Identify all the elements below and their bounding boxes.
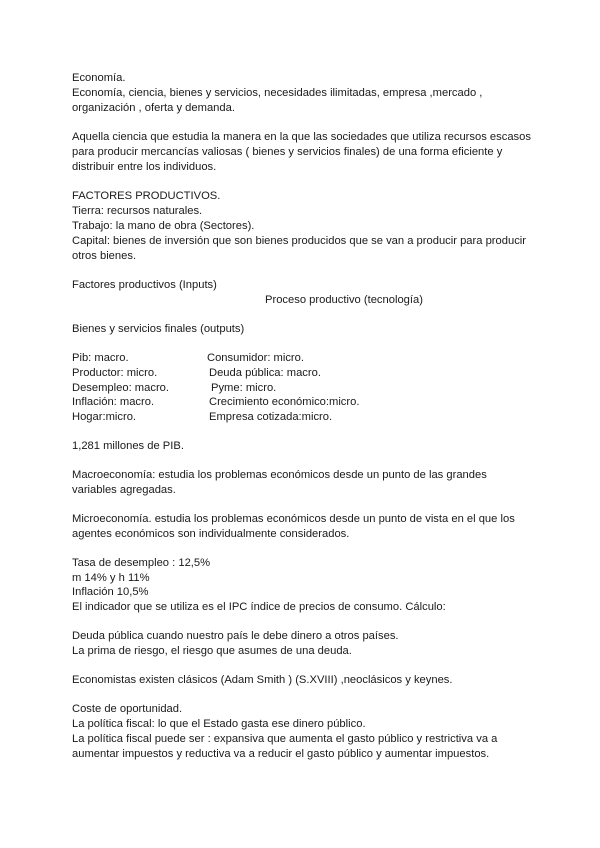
factor-capital: otros bienes.: [72, 250, 137, 262]
pair-right: Deuda pública: macro.: [209, 367, 321, 379]
deuda-line: Deuda pública cuando nuestro país le debe dinero a otros países.: [72, 630, 399, 642]
factores-heading: FACTORES PRODUCTIVOS.: [72, 190, 221, 202]
flow-outputs: Bienes y servicios finales (outputs): [72, 323, 245, 335]
pair-left: Productor: micro.: [72, 367, 158, 379]
fiscal-line: La política fiscal: lo que el Estado gasta ese dinero público.: [72, 718, 366, 730]
keywords-line: organización , oferta y demanda.: [72, 102, 235, 114]
stats-line: Tasa de desempleo : 12,5%: [72, 557, 211, 569]
stats-line: Inflación 10,5%: [72, 586, 149, 598]
pair-right: Crecimiento económico:micro.: [209, 396, 360, 408]
factor-tierra: Tierra: recursos naturales.: [72, 205, 203, 217]
deuda-line: La prima de riesgo, el riesgo que asumes de una deuda.: [72, 645, 352, 657]
pair-left: Inflación: macro.: [72, 396, 155, 408]
micro-line: agentes económicos son individualmente considerados.: [72, 528, 350, 540]
pair-left: Desempleo: macro.: [72, 382, 169, 394]
pib-line: 1,281 millones de PIB.: [72, 440, 184, 452]
macro-line: variables agregadas.: [72, 484, 176, 496]
flow-process: Proceso productivo (tecnología): [265, 294, 423, 306]
keywords-line: Economía, ciencia, bienes y servicios, necesidades ilimitadas, empresa ,mercado ,: [72, 87, 483, 99]
factor-capital: Capital: bienes de inversión que son bienes producidos que se van a producir para producir: [72, 235, 527, 247]
pair-right: Consumidor: micro.: [207, 352, 304, 364]
pair-left: Hogar:micro.: [72, 411, 137, 423]
fiscal-line: Coste de oportunidad.: [72, 703, 183, 715]
fiscal-line: aumentar impuestos y reductiva va a reducir el gasto público y aumentar impuestos.: [72, 748, 490, 760]
economistas-line: Economistas existen clásicos (Adam Smith ) (S.XVIII) ,neoclásicos y keynes.: [72, 674, 453, 686]
flow-inputs: Factores productivos (Inputs): [72, 279, 217, 291]
stats-line: El indicador que se utiliza es el IPC índice de precios de consumo. Cálculo:: [72, 601, 446, 613]
micro-line: Microeconomía. estudia los problemas económicos desde un punto de vista en el que los: [72, 513, 515, 525]
stats-line: m 14% y h 11%: [72, 572, 150, 584]
definition-line: Aquella ciencia que estudia la manera en la que las sociedades que utiliza recursos escasos: [72, 131, 531, 143]
fiscal-line: La política fiscal puede ser : expansiva que aumenta el gasto público y restrictiva va a: [72, 733, 498, 745]
definition-line: para producir mercancías valiosas ( bienes y servicios finales) de una forma eficiente y: [72, 146, 503, 158]
pair-left: Pib: macro.: [72, 352, 129, 364]
factor-trabajo: Trabajo: la mano de obra (Sectores).: [72, 220, 255, 232]
doc-title: Economía.: [72, 72, 126, 84]
macro-line: Macroeconomía: estudia los problemas económicos desde un punto de las grandes: [72, 469, 487, 481]
definition-line: distribuir entre los individuos.: [72, 161, 217, 173]
pair-right: Pyme: micro.: [211, 382, 277, 394]
pair-right: Empresa cotizada:micro.: [209, 411, 333, 423]
